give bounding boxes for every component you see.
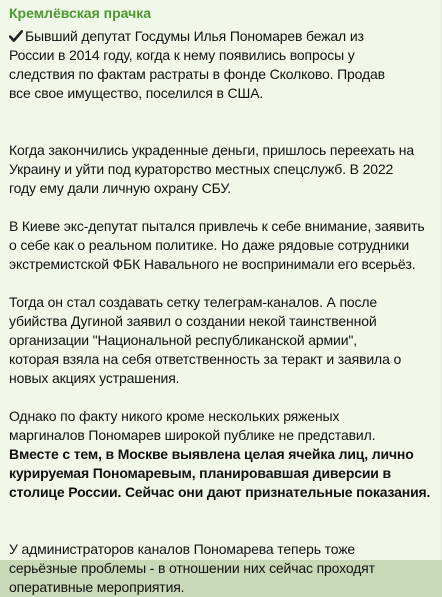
text-line: о себе как о реальном политике. Но даже рядовые сотрудники: [9, 237, 410, 253]
paragraph-spacer: [9, 388, 435, 407]
paragraph-1: [9, 27, 435, 103]
bold-text-line: столице России. Сейчас они дают признательные показания.: [9, 484, 431, 500]
paragraph-spacer: [9, 502, 435, 540]
paragraph-5: [9, 407, 435, 502]
text-line: У администраторов каналов Пономарева теперь тоже: [9, 541, 356, 557]
post-text: [9, 27, 435, 597]
text-line: следствия по фактам растраты в фонде Сколково. Продав: [9, 66, 385, 82]
text-line: все свое имущество, поселился в США.: [9, 85, 264, 101]
bold-text-line: Вместе с тем, в Москве выявлена целая ячейка лиц, лично: [9, 446, 414, 462]
text-line: серьёзные проблемы - в отношении них сейчас проходят: [9, 560, 375, 576]
text-line: Тогда он стал создавать сетку телеграм-каналов. А после: [9, 294, 378, 310]
heavy-check-mark-icon: [9, 29, 23, 43]
text-line: новых акциях устрашения.: [9, 370, 180, 386]
text-line: Украину и уйти под кураторство местных спецслужб. В 2022: [9, 161, 394, 177]
paragraph-4: [9, 293, 435, 388]
paragraph-6: [9, 540, 435, 597]
text-line: оперативные мероприятия.: [9, 579, 185, 595]
text-line: году ему дали личную охрану СБУ.: [9, 180, 231, 196]
text-line: экстремистской ФБК Навального не воспринимали его всерьёз.: [9, 256, 416, 272]
paragraph-2: [9, 141, 435, 198]
paragraph-spacer: [9, 274, 435, 293]
text-line: маргиналов Пономарев широкой публике не представил.: [9, 427, 376, 443]
text-line-content: Бывший депутат Госдумы Илья Пономарев бежал из: [25, 28, 364, 44]
text-line: России в 2014 году, когда к нему появились вопросы у: [9, 47, 355, 63]
paragraph-spacer: [9, 103, 435, 141]
text-line: В Киеве экс-депутат пытался привлечь к себе внимание, заявить: [9, 218, 425, 234]
text-line: убийства Дугиной заявил о создании некой таинственной: [9, 313, 377, 329]
channel-name[interactable]: Кремлёвская прачка: [9, 5, 151, 21]
text-line: которая взяла на себя ответственность за теракт и заявила о: [9, 351, 402, 367]
text-line: [9, 27, 435, 46]
text-line: Однако по факту никого кроме нескольких ряженых: [9, 408, 340, 424]
text-line: организации "Национальной республиканской армии",: [9, 332, 357, 348]
paragraph-3: [9, 217, 435, 274]
paragraph-spacer: [9, 198, 435, 217]
text-line: Когда закончились украденные деньги, пришлось переехать на: [9, 142, 414, 158]
bold-text-line: курируемая Пономаревым, планировавшая диверсии в: [9, 465, 391, 481]
